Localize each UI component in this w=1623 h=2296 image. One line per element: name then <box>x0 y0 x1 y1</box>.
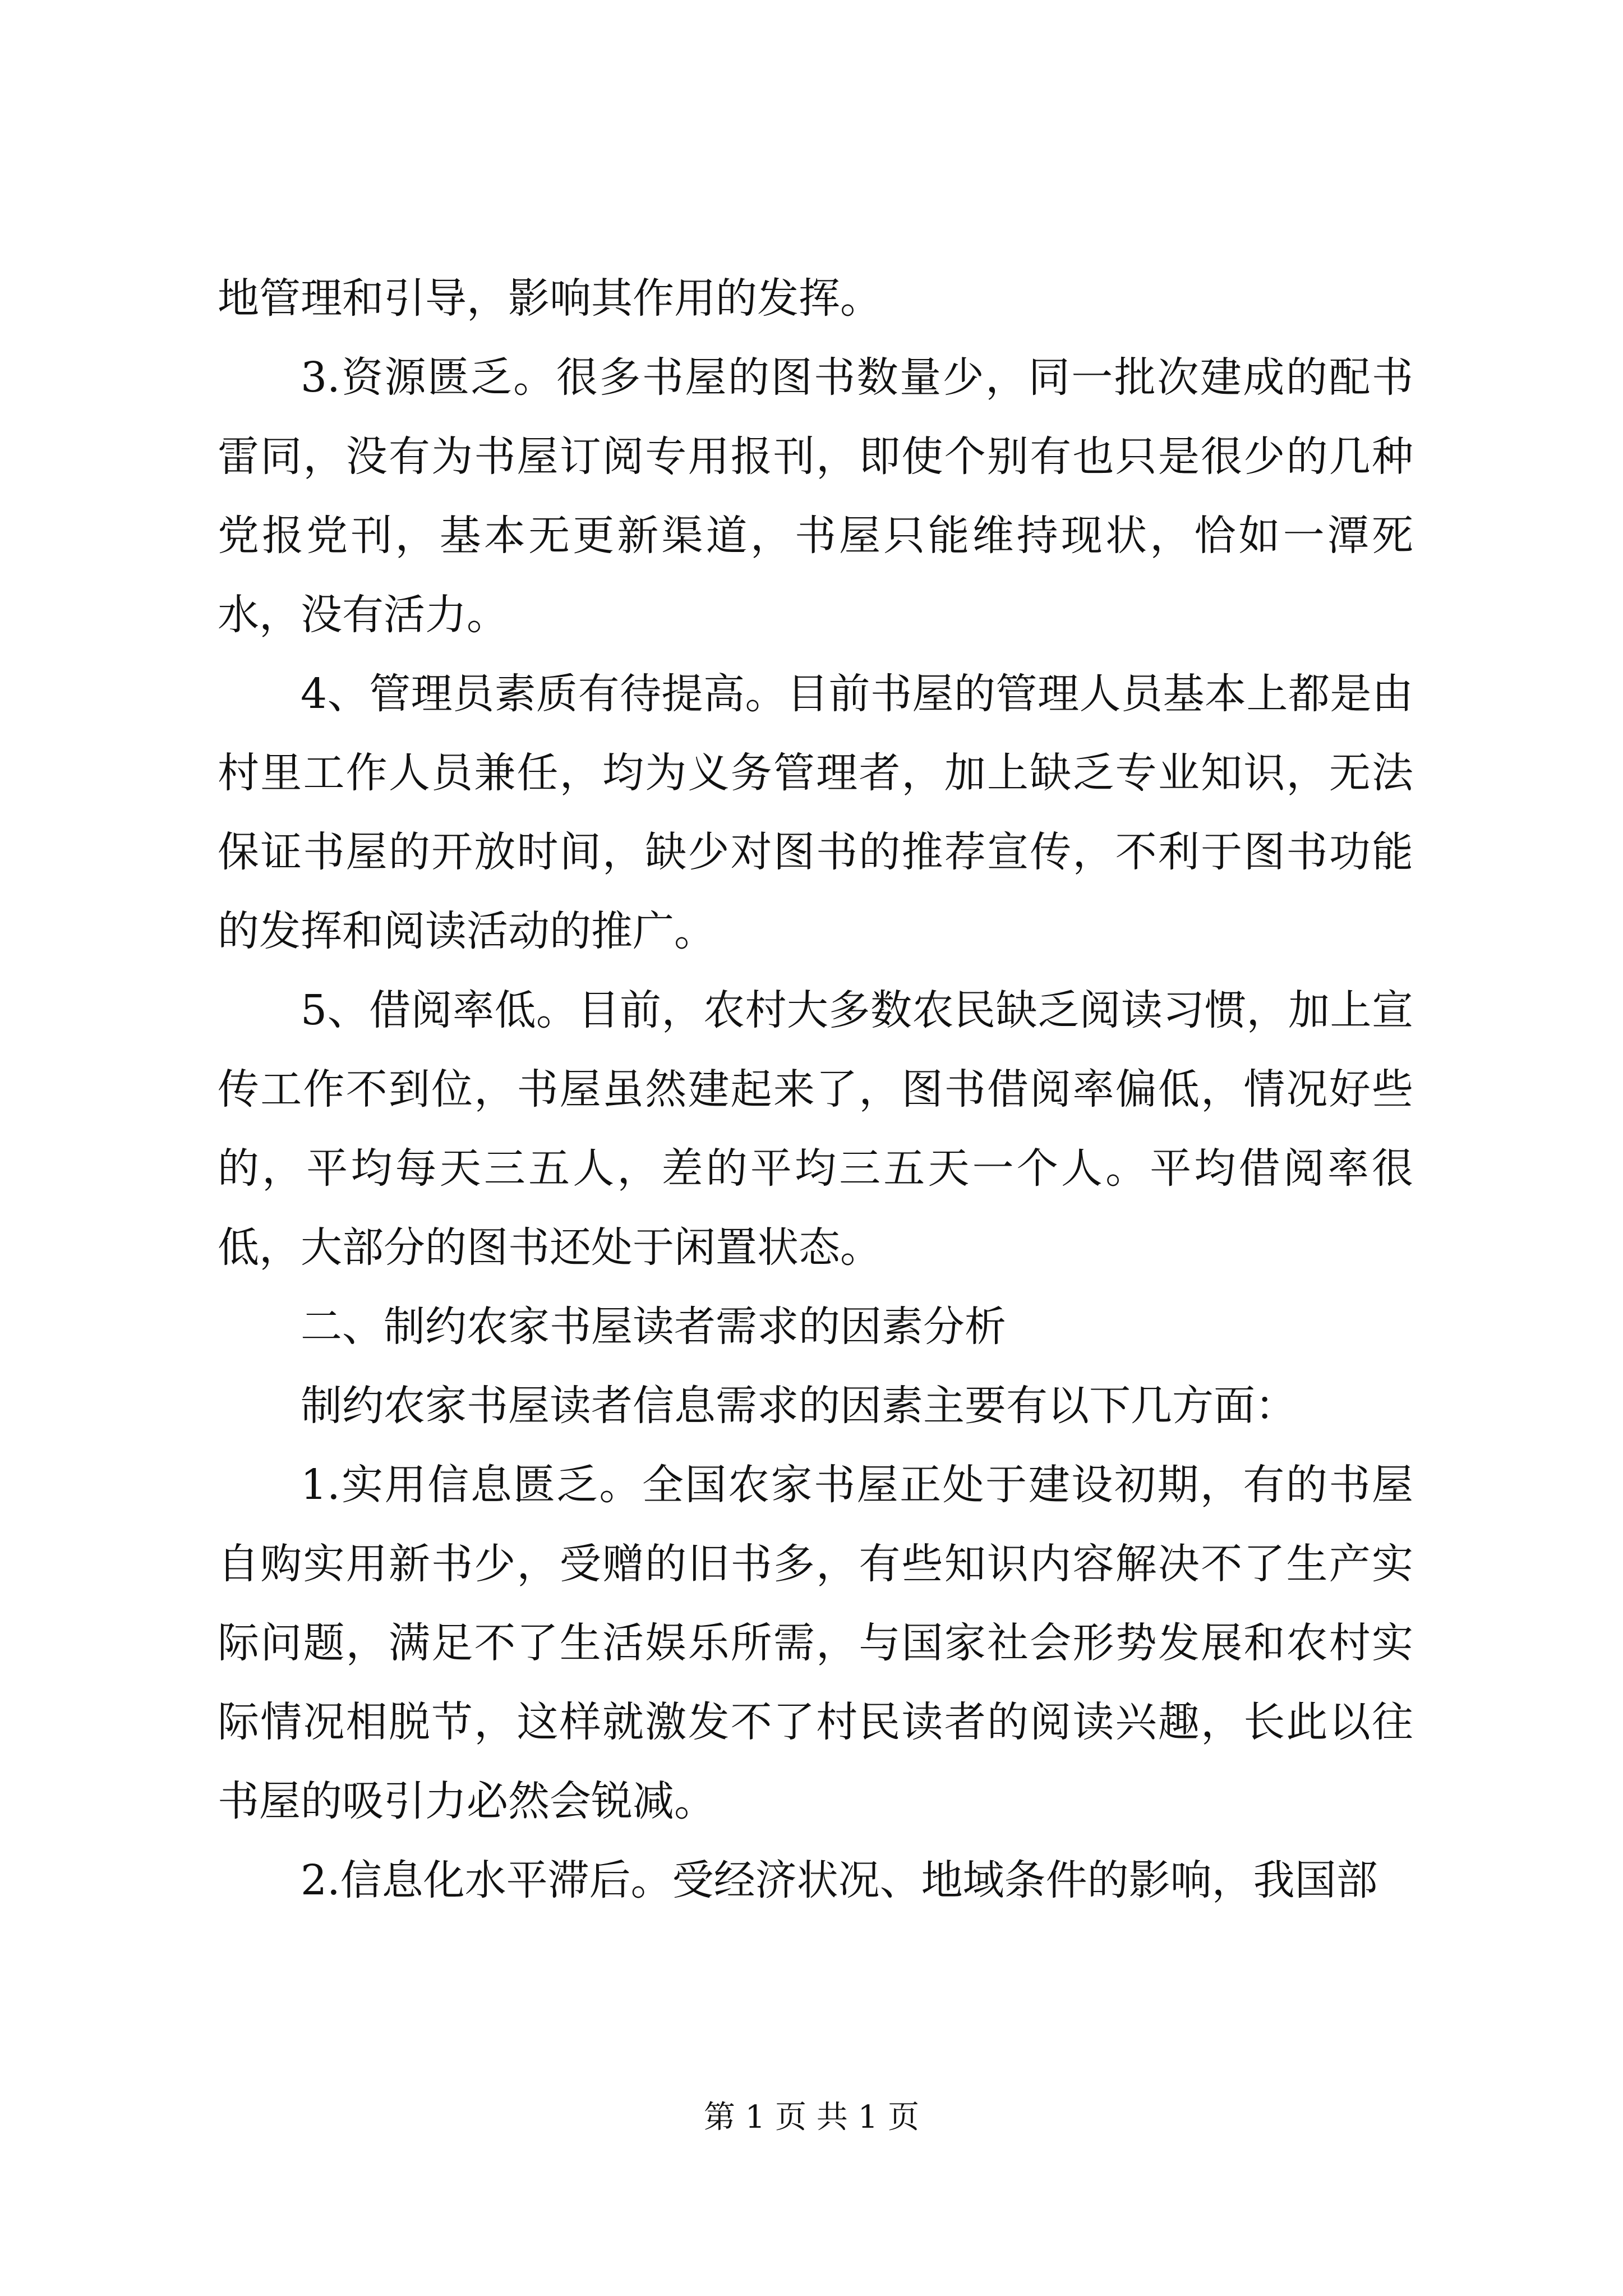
paragraph-practical-info: 1.实用信息匮乏。全国农家书屋正处于建设初期，有的书屋自购实用新书少，受赠的旧书多，有些知识内容解决不了生产实际问题，满足不了生活娱乐所需，与国家社会形势发展和农村实际情况相脱节，这样就激发不了村民读者的阅读兴趣，长此以往书屋的吸引力必然会锐减。 <box>218 1461 1413 1825</box>
paragraph-informatization: 2.信息化水平滞后。受经济状况、地域条件的影响，我国部 <box>301 1856 1378 1904</box>
paragraph-intro-factors: 制约农家书屋读者信息需求的因素主要有以下几方面： <box>301 1382 1297 1430</box>
paragraph-resource-shortage: 3.资源匮乏。很多书屋的图书数量少，同一批次建成的配书雷同，没有为书屋订阅专用报刊，即使个别有也只是很少的几种党报党刊，基本无更新渠道，书屋只能维持现状，恰如一潭死水，没有活力。 <box>218 353 1413 639</box>
paragraph-low-borrowing: 5、借阅率低。目前，农村大多数农民缺乏阅读习惯，加上宣传工作不到位，书屋虽然建起来了，图书借阅率偏低，情况好些的，平均每天三五人，差的平均三五天一个人。平均借阅率很低，大部分的图书还处于闲置状态。 <box>218 986 1413 1272</box>
paragraph-manager-quality: 4、管理员素质有待提高。目前书屋的管理人员基本上都是由村里工作人员兼任，均为义务管理者，加上缺乏专业知识，无法保证书屋的开放时间，缺少对图书的推荐宣传，不利于图书功能的发挥和阅读活动的推广。 <box>218 670 1413 955</box>
page-footer: 第 1 页 共 1 页 <box>703 2099 920 2136</box>
paragraph-continuation: 地管理和引导，影响其作用的发挥。 <box>218 274 882 323</box>
document-body <box>218 259 1413 1920</box>
section-heading: 二、制约农家书屋读者需求的因素分析 <box>301 1303 1006 1351</box>
